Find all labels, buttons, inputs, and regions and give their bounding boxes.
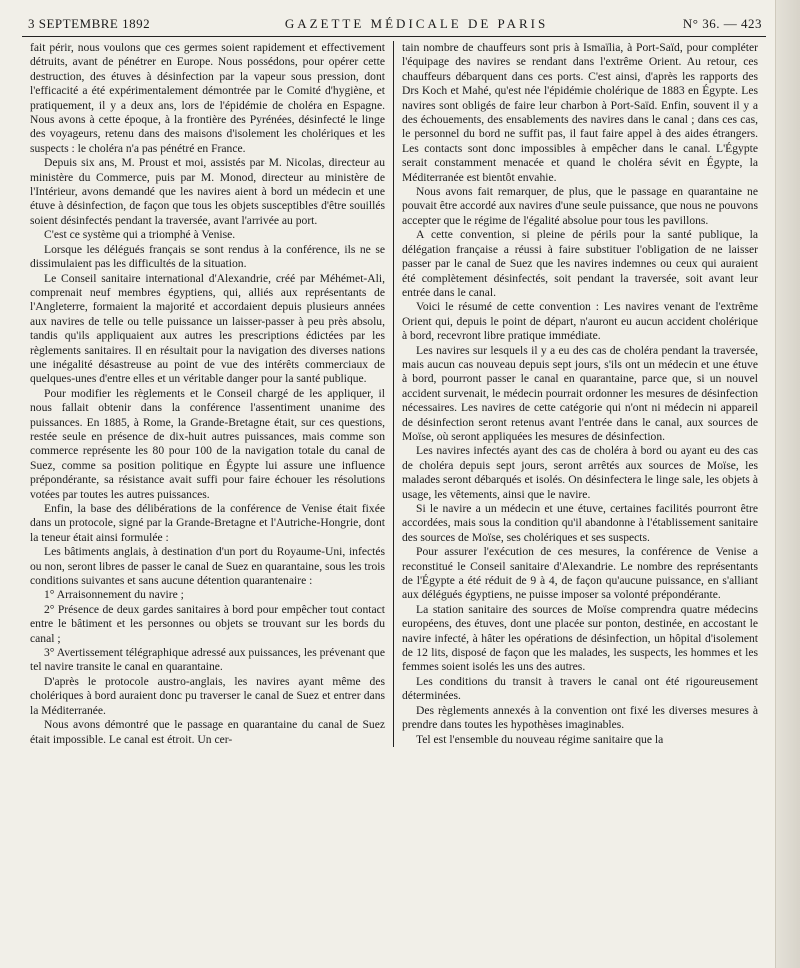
paragraph: Lorsque les délégués français se sont rendus à la conférence, ils ne se dissimulaient pas les difficultés de la situation. xyxy=(30,242,385,271)
paragraph: fait périr, nous voulons que ces germes soient rapidement et effectivement détruits, avant de pénétrer en Europe. Nous possédons, pour opérer cette destruction, des étuves à désinfection par la vapeur sous pression, dont l'efficacité a été expérimentalement démontrée par le Comité d'hygiène, et pratiquement, il y a deux ans, lors de l'épidémie de choléra en Espagne. Nous avons à cette époque, à la frontière des Pyrénées, désinfecté le linge des voyageurs, retenu dans des maisons d'isolement les cholériques et les suspects : le choléra n'a pas pénétré en France. xyxy=(30,41,385,155)
paragraph: Pour assurer l'exécution de ces mesures, la conférence de Venise a reconstitué le Conseil sanitaire d'Alexandrie. Le nombre des représentants de l'Égypte a été réduit de 9 à 4, de façon qu'aucune puissance, en s'alliant aux délégués égyptiens, ne puisse imposer sa volonté prépondérante. xyxy=(402,545,758,602)
header-date: 3 SEPTEMBRE 1892 xyxy=(28,16,151,31)
paragraph: Le Conseil sanitaire international d'Alexandrie, créé par Méhémet-Ali, comprenait neuf membres égyptiens, qui, alliés aux représentants de l'Angleterre, formaient la majorité et accordaient depuis plusieurs années aux navires de telle ou telle puissance un laisser-passer à peu près absolu, tandis qu'ils appliquaient aux autres les prescriptions édictées par les règlements sanitaires. Il en résultait pour la navigation des diverses nations une inégalité désastreuse au point de vue des intérêts commerciaux de quelques-unes d'entre elles et un véritable danger pour la santé publique. xyxy=(30,271,385,386)
paragraph: Voici le résumé de cette convention : Les navires venant de l'extrême Orient qui, depuis le point de départ, n'auront eu aucun accident cholérique à bord, recevront libre pratique immédiate. xyxy=(402,300,758,343)
paragraph: Enfin, la base des délibérations de la conférence de Venise était fixée dans un protocole, signé par la Grande-Bretagne et l'Autriche-Hongrie, dont la teneur était ainsi formulée : xyxy=(30,502,385,544)
paragraph: Les navires sur lesquels il y a eu des cas de choléra pendant la traversée, mais aucun cas nouveau depuis sept jours, s'ils ont un médecin et une étuve à bord, pourront passer le canal en quarantaine, parce que, si un nouvel accident survenait, le médecin pourrait ordonner les mesures de désinfection nécessaires. Les navires de cette catégorie qui n'ont ni médecin ni appareil de désinfection seront retenus avant l'entrée dans le canal, aux sources de Moïse, où seront appliquées les mesures de désinfection. xyxy=(402,343,758,443)
paragraph: La station sanitaire des sources de Moïse comprendra quatre médecins européens, des étuves, dont une placée sur ponton, destinée, en accostant le navire infecté, à hâter les opérations de désinfection, un hôpital d'isolement de 12 lits, disposé de façon que les malades, les suspects, les hommes et les femmes soient isolés les uns des autres. xyxy=(402,602,758,674)
paragraph: Tel est l'ensemble du nouveau régime sanitaire que la xyxy=(416,732,664,746)
paragraph: Les bâtiments anglais, à destination d'un port du Royaume-Uni, infectés ou non, seront libres de passer le canal de Suez en quarantaine, sous les trois conditions suivantes et sans aucune détention quarantenaire : xyxy=(30,545,385,588)
paragraph: Les navires infectés ayant des cas de choléra à bord ou ayant eu des cas de choléra depuis sept jours, seront arrêtés aux sources de Moïse, les malades seront débarqués et isolés. On désinfectera le linge sale, les objets à usage, les vêtements, ainsi que le navire. xyxy=(402,444,758,501)
paragraph: A cette convention, si pleine de périls pour la santé publique, la délégation française a réussi à faire substituer l'obligation de ne laisser passer par le canal de Suez que les navires indemnes ou ceux qui auraient été complètement désinfectés, soit pendant la traversée, soit avant leur entrée dans le canal. xyxy=(402,228,758,299)
page-header xyxy=(22,10,766,37)
header-page-number: N° 36. — 423 xyxy=(682,16,762,31)
list-item: 1° Arraisonnement du navire ; xyxy=(44,588,184,602)
paragraph: Nous avons fait remarquer, de plus, que le passage en quarantaine ne pouvait être accordé aux navires d'une seule puissance, que nous ne pouvons accepter que le régime de l'égalité absolue pour tous les pavillons. xyxy=(402,185,758,227)
right-column xyxy=(394,41,766,747)
list-item: 3° Avertissement télégraphique adressé aux puissances, les prévenant que tel navire transite le canal en quarantaine. xyxy=(30,646,385,674)
paragraph: Nous avons démontré que le passage en quarantaine du canal de Suez était impossible. Le canal est étroit. Un cer- xyxy=(30,718,385,746)
paragraph: Depuis six ans, M. Proust et moi, assistés par M. Nicolas, directeur au ministère du Commerce, puis par M. Monod, directeur au ministère de l'Intérieur, avons demandé que les navires aient à bord un médecin et une étuve à désinfection, de façon que tous les objets susceptibles d'être souillés soient désinfectés pendant la traversée, avant l'arrivée au port. xyxy=(30,156,385,227)
paragraph: C'est ce système qui a triomphé à Venise. xyxy=(44,228,236,242)
header-title: GAZETTE MÉDICALE DE PARIS xyxy=(284,16,549,31)
left-column xyxy=(22,41,394,747)
paragraph: Si le navire a un médecin et une étuve, certaines facilités pourront être accordées, mais sous la condition qu'il abandonne à l'établissement sanitaire des sources de Moïse, ses cholériques et ses suspects. xyxy=(402,502,758,544)
paragraph: Des règlements annexés à la convention ont fixé les diverses mesures à prendre dans toutes les hypothèses imaginables. xyxy=(402,703,758,732)
list-item: 2° Présence de deux gardes sanitaires à bord pour empêcher tout contact entre le bâtiment et les personnes ou objets se trouvant sur les bords du canal ; xyxy=(30,602,385,645)
article-columns xyxy=(22,41,766,747)
paragraph: D'après le protocole austro-anglais, les navires ayant même des cholériques à bord auraient donc pu traverser le canal de Suez et entrer dans la Méditerranée. xyxy=(30,674,385,717)
paragraph: Pour modifier les règlements et le Conseil chargé de les appliquer, il nous fallait obtenir dans la conférence l'assentiment unanime des puissances. En 1885, à Rome, la Grande-Bretagne était, sur ces questions, restée seule en présence de dix-huit autres puissances, mais comme son commerce représente les 80 pour 100 de la navigation totale du canal de Suez, comme sa position politique en Égypte lui assure une influence prépondérante, sa résistance avait suffi pour faire échouer les résolutions votées par toutes les autres puissances. xyxy=(30,386,385,501)
page-edge-shadow xyxy=(775,0,800,968)
paragraph: Les conditions du transit à travers le canal ont été rigoureusement déterminées. xyxy=(402,674,758,703)
paragraph: tain nombre de chauffeurs sont pris à Ismaïlia, à Port-Saïd, pour compléter l'équipage des navires se rendant dans l'extrême Orient. Au retour, ces chauffeurs débarquent dans ces ports. C'est ainsi, d'après les rapports des Drs Koch et Mahé, qu'est née l'épidémie cholérique de 1883 en Égypte. Les navires sont obligés de faire leur charbon à Port-Saïd. Enfin, souvent il y a des échouements, des ensablements des navires dans le canal ; dans ces cas, le personnel du bord ne suffit pas, il faut faire appel à des aides étrangers. Les contacts sont donc impossibles à empêcher dans le canal. L'Égypte serait constamment menacée et quand le choléra sévit en Égypte, la Méditerranée est bientôt envahie. xyxy=(402,41,758,184)
